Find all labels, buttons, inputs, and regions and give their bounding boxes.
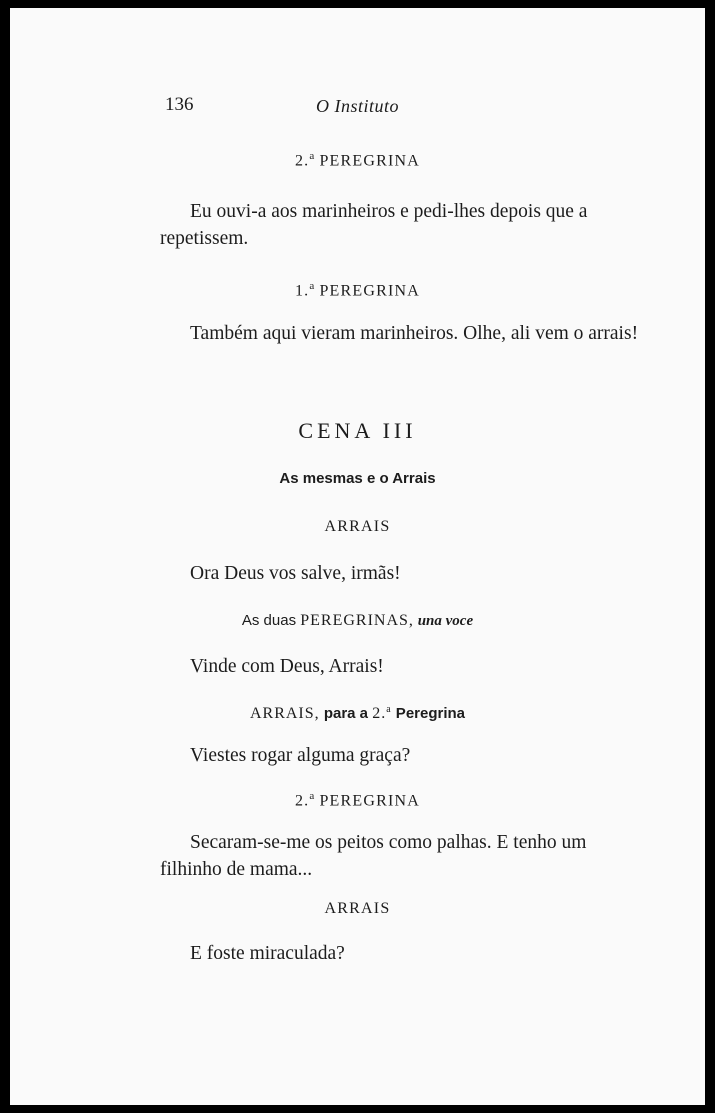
speaker-ordinal-sup: a xyxy=(386,704,392,715)
speaker-label xyxy=(10,280,705,300)
speaker-label: ARRAIS xyxy=(324,900,391,917)
speaker-ordinal-sup: a xyxy=(309,150,315,162)
speaker-name: PEREGRINAS, xyxy=(300,612,414,629)
dialogue-text: Ora Deus vos salve, irmãs! xyxy=(190,563,401,584)
speaker-label xyxy=(10,150,705,170)
speaker-label xyxy=(10,704,705,723)
stage-note: una voce xyxy=(413,613,474,629)
speaker-ordinal-sup: a xyxy=(309,280,315,292)
stage-note: para a xyxy=(319,705,373,722)
speaker-ordinal: 2. xyxy=(294,792,310,810)
dialogue-text: Eu ouvi-a aos marinheiros e pedi-lhes depois que a repetissem. xyxy=(160,201,588,249)
stage-direction: As mesmas e o Arrais xyxy=(279,470,436,487)
dialogue-text: Viestes rogar alguma graça? xyxy=(190,745,411,766)
speaker-name: PEREGRINA xyxy=(314,152,421,170)
speaker-ordinal: 2. xyxy=(294,152,310,170)
speaker-name: ARRAIS, xyxy=(249,705,320,722)
scene-title: CENA III xyxy=(298,418,417,443)
speaker-name: PEREGRINA xyxy=(314,792,421,810)
speaker-label xyxy=(10,790,705,810)
dialogue-text: Também aqui vieram marinheiros. Olhe, ali vem o arrais! xyxy=(190,323,639,344)
stage-note: Peregrina xyxy=(391,705,466,722)
speaker-label: ARRAIS xyxy=(324,518,391,535)
speaker-prefix: As duas xyxy=(241,612,301,629)
book-page xyxy=(10,8,705,1105)
speaker-ordinal-sup: a xyxy=(309,790,315,802)
page-number: 136 xyxy=(165,94,194,115)
speaker-name: PEREGRINA xyxy=(314,282,421,300)
dialogue-text: E foste miraculada? xyxy=(190,943,345,964)
speaker-ordinal: 2. xyxy=(372,705,387,722)
speaker-ordinal: 1. xyxy=(294,282,310,300)
dialogue-text: Vinde com Deus, Arrais! xyxy=(190,656,384,677)
speaker-label xyxy=(10,612,705,630)
dialogue-text: Secaram-se-me os peitos como palhas. E tenho um filhinho de mama... xyxy=(160,832,587,880)
running-title: O Instituto xyxy=(315,96,399,116)
